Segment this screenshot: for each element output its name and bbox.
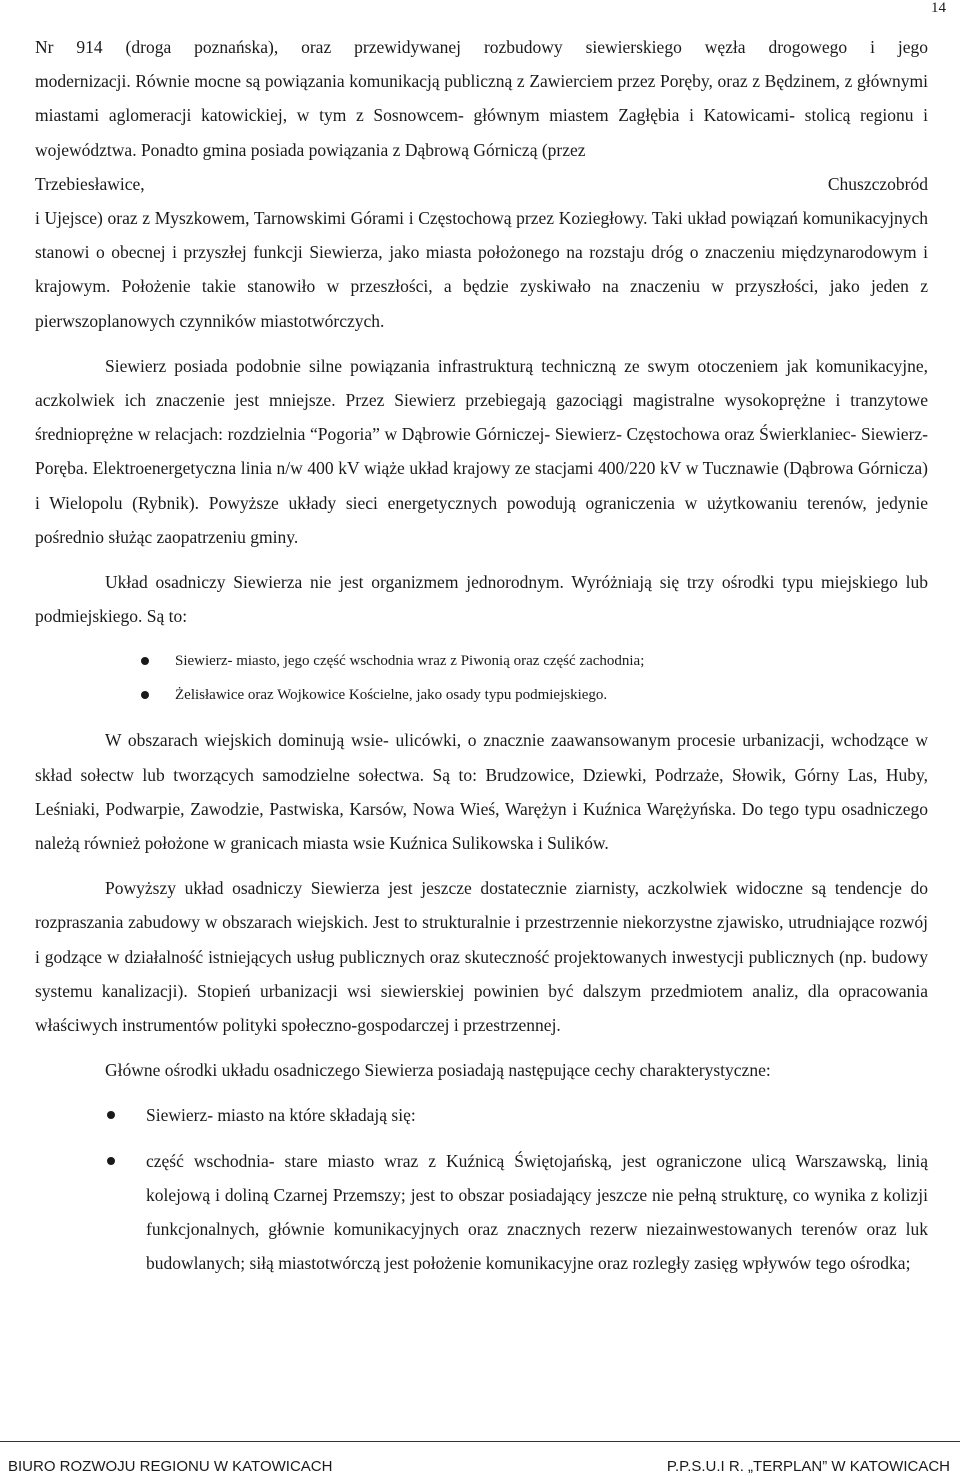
document-body <box>35 30 928 1281</box>
list-item: część wschodnia- stare miasto wraz z Kuźnicą Świętojańską, jest ograniczone ulicą Warszawską, linią kolejową i doliną Czarnej Przemszy; jest to obszar posiadający jeszcze nie pełną strukturę, co wynika z kolizji funkcjonalnych, głównie komunikacyjnych oraz znacznych rezerw niezainwestowanych terenów oraz luk budowlanych; siłą miastotwórczą jest położenie komunikacyjne oraz rozległy zasięg wpływów tego ośrodka; <box>35 1144 928 1281</box>
paragraph-1-line-3: Trzebiesławice, Chuszczobród <box>35 173 928 194</box>
bullet-icon <box>107 1157 115 1165</box>
paragraph-rural-areas: W obszarach wiejskich dominują wsie- ulicówki, o znacznie zaawansowanym procesie urbanizacji, wchodzące w skład sołectw lub tworzących samodzielne sołectwa. Są to: Brudzowice, Dziewki, Podrzaże, Słowik, Górny Las, Huby, Leśniaki, Podwarpie, Zawodzie, Pastwiska, Karsów, Nowa Wieś, Warężyn i Kuźnica Warężyńska. Do tego typu osadniczego należą również położone w granicach miasta wsie Kuźnica Sulikowska i Sulików. <box>35 730 928 854</box>
settlement-centers-list <box>35 644 928 712</box>
footer-left: BIURO ROZWOJU REGIONU W KATOWICACH <box>8 1458 333 1475</box>
page-number: 14 <box>931 0 946 16</box>
paragraph-dispersion: Powyższy układ osadniczy Siewierza jest jeszcze dostatecznie ziarnisty, aczkolwiek widoczne są tendencje do rozpraszania zabudowy w obszarach wiejskich. Jest to strukturalnie i przestrzennie niekorzystne zjawisko, utrudniające rozwój i godzące w działalność istniejących usług publicznych oraz skuteczność projektowanych inwestycji publicznych (np. budowy systemu kanalizacji). Stopień urbanizacji wsi siewierskiej powinien być dalszym przedmiotem analiz, dla opracowania właściwych instrumentów polityki społeczno-gospodarczej i przestrzennej. <box>35 878 928 1036</box>
main-centers-list <box>35 1098 928 1280</box>
paragraph-1-line-1: Nr 914 (droga poznańska), oraz przewidywanej rozbudowy siewierskiego węzła drogowego i jego <box>35 37 928 57</box>
list-item: Siewierz- miasto na które składają się: <box>35 1098 928 1132</box>
paragraph-1-part-4: i Ujejsce) oraz z Myszkowem, Tarnowskimi Górami i Częstochową przez Koziegłowy. Taki układ powiązań komunikacyjnych stanowi o obecnej i przyszłej funkcji Siewierza, jako miasta położonego na rozstaju dróg o znaczeniu międzynarodowym i krajowym. Położenie takie stanowiło w przeszłości, a będzie zyskiwało na znaczeniu w przyszłości, jako jeden z pierwszoplanowych czynników miastotwórczych. <box>35 208 928 331</box>
list-item: Siewierz- miasto, jego część wschodnia wraz z Piwonią oraz część zachodnia; <box>35 644 928 678</box>
paragraph-settlement-intro: Układ osadniczy Siewierza nie jest organizmem jednorodnym. Wyróżniają się trzy ośrodki typu miejskiego lub podmiejskiego. Są to: <box>35 572 928 627</box>
bullet-icon <box>141 657 149 665</box>
bullet-icon <box>107 1111 115 1119</box>
paragraph-infrastructure: Siewierz posiada podobnie silne powiązania infrastrukturą techniczną ze swym otoczeniem jak komunikacyjne, aczkolwiek ich znaczenie jest mniejsze. Przez Siewierz przebiegają gazociągi magistralne wysokoprężne i tranzytowe średnioprężne w relacjach: rozdzielnia “Pogoria” w Dąbrowie Górniczej- Siewierz- Częstochowa oraz Świerklaniec- Siewierz- Poręba. Elektroenergetyczna linia n/w 400 kV wiąże układ krajowy ze stacjami 400/220 kV w Tucznawie (Dąbrowa Górnicza) i Wielopolu (Rybnik). Powyższe układy sieci energetycznych powodują ograniczenia w użytkowaniu terenów, jedynie pośrednio służąc zaopatrzeniu gminy. <box>35 355 928 547</box>
bullet-icon <box>141 691 149 699</box>
footer-right: P.P.S.U.I R. „TERPLAN” W KATOWICACH <box>666 1458 950 1475</box>
paragraph-main-centers: Główne ośrodki układu osadniczego Siewierza posiadają następujące cechy charakterystyczne: <box>105 1060 771 1081</box>
page-footer <box>0 1441 960 1475</box>
paragraph-1-part-2: modernizacji. Równie mocne są powiązania komunikacją publiczną z Zawierciem przez Poręby, oraz z Będzinem, z głównymi miastami aglomeracji katowickiej, w tym z Sosnowcem- głównym miastem Zagłębia i Katowicami- stolicą regionu i województwa. Ponadto gmina posiada powiązania z Dąbrową Górniczą (przez <box>35 71 928 160</box>
list-item: Żelisławice oraz Wojkowice Kościelne, jako osady typu podmiejskiego. <box>35 678 928 712</box>
